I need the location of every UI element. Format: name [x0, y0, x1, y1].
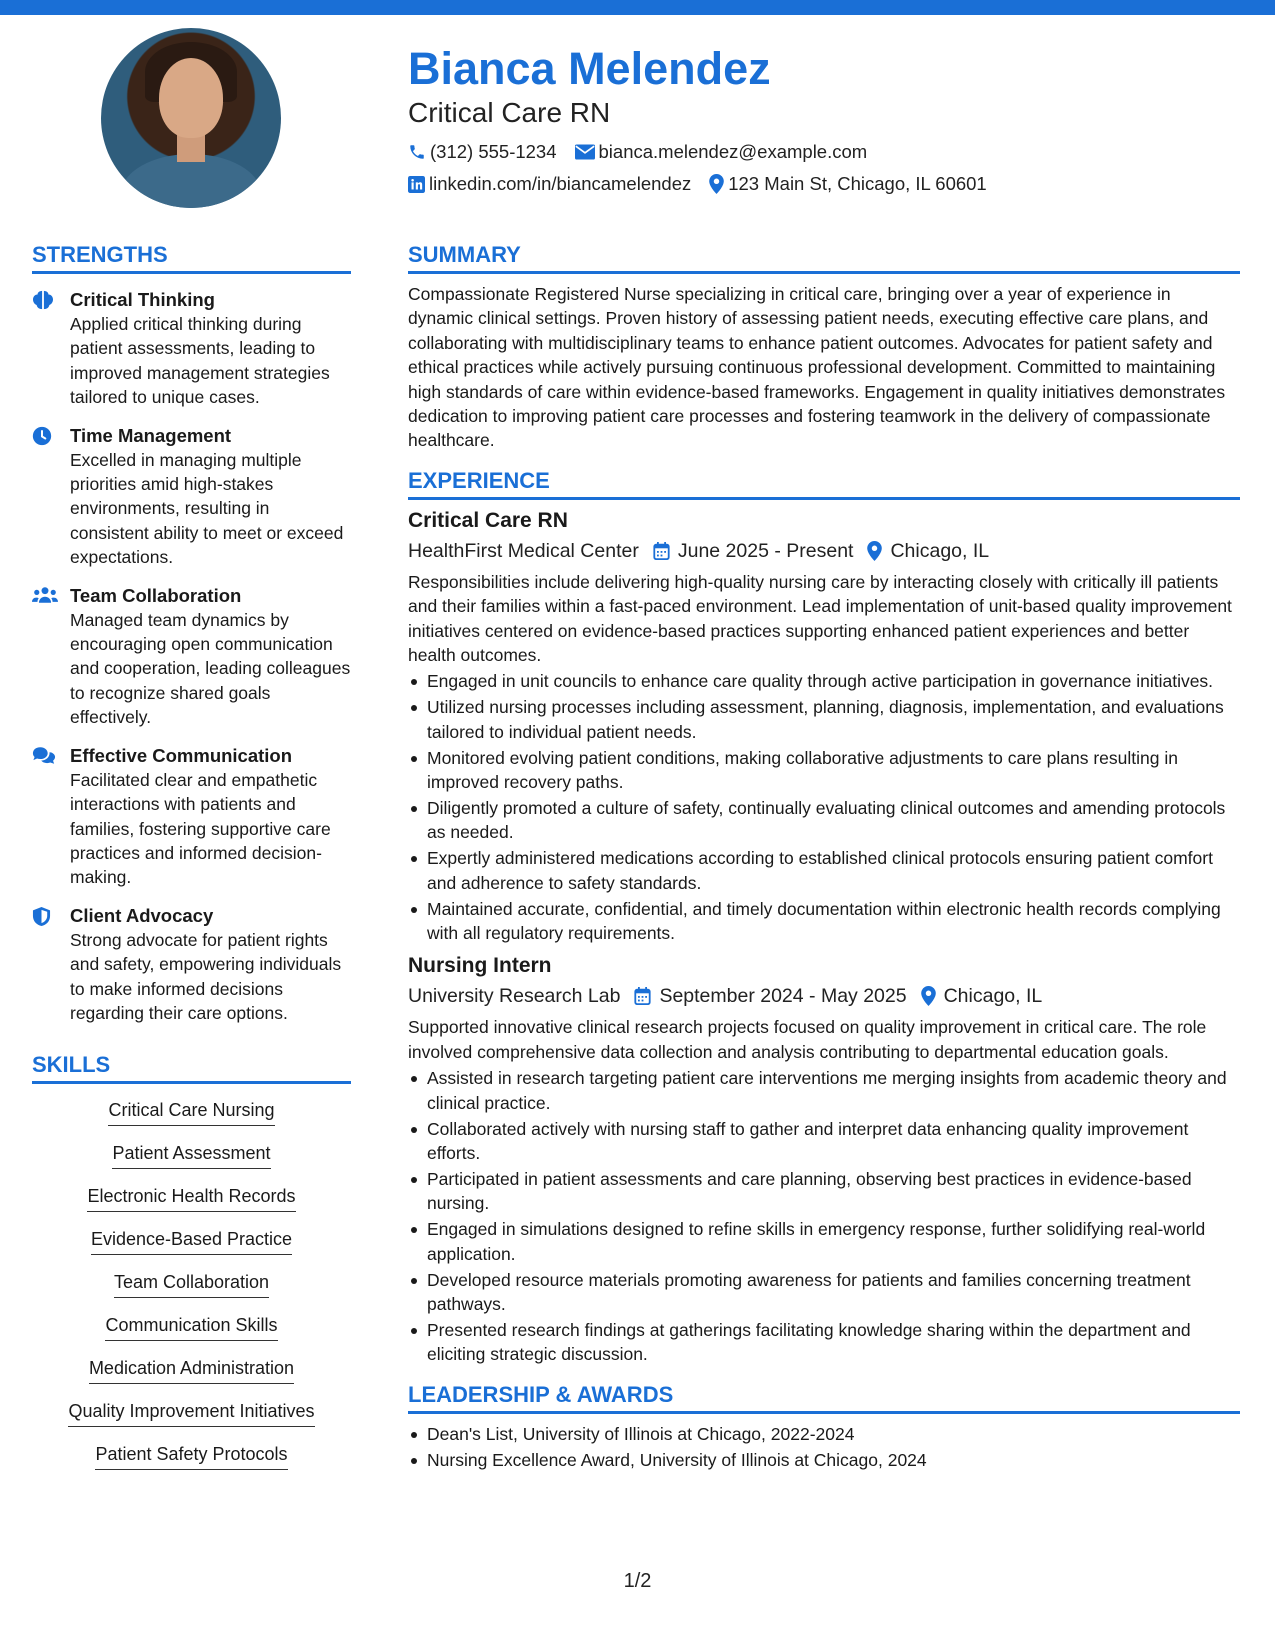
strength-title: Client Advocacy	[70, 904, 214, 926]
job-location-text: Chicago, IL	[943, 985, 1043, 1008]
email-contact[interactable]	[575, 141, 868, 163]
job-location	[921, 981, 1043, 1011]
shield-icon	[32, 906, 51, 927]
job-bullets	[408, 1066, 1240, 1366]
envelope-icon	[575, 144, 595, 160]
calendar-icon	[634, 987, 651, 1005]
job-bullet: Assisted in research targeting patient care interventions me merging insights from academic theory and clinical practice.	[408, 1066, 1240, 1115]
strength-desc: Applied critical thinking during patient assessments, leading to improved management strategies tailored to unique cases.	[70, 314, 330, 408]
contact-row-2	[408, 168, 1238, 200]
brain-icon	[32, 290, 54, 310]
resume-header	[408, 42, 1238, 200]
calendar-icon	[653, 542, 670, 560]
strength-title: Time Management	[70, 424, 232, 446]
phone-contact	[408, 141, 557, 163]
job-bullet: Utilized nursing processes including assessment, planning, diagnosis, implementation, and evaluations tailored to individual patient needs.	[408, 695, 1240, 744]
strength-item	[32, 744, 351, 890]
users-icon	[32, 586, 58, 604]
top-accent-bar	[0, 0, 1275, 15]
awards-heading: LEADERSHIP & AWARDS	[408, 1381, 1240, 1414]
strengths-heading: STRENGTHS	[32, 241, 351, 274]
job-bullet: Collaborated actively with nursing staff to gather and interpret data enhancing quality improvement efforts.	[408, 1117, 1240, 1166]
job-org: HealthFirst Medical Center	[408, 539, 639, 562]
job-bullet: Presented research findings at gatherings facilitating knowledge sharing within the department and eliciting strategic discussion.	[408, 1318, 1240, 1367]
job-description: Responsibilities include delivering high-quality nursing care by interacting closely with critically ill patients and their families within a fast-paced environment. Lead implementation of unit-based quality improvement initiatives centered on evidence-based practices supporting enhanced patient experiences and better health outcomes.	[408, 571, 1232, 666]
skill-item: Communication Skills	[105, 1313, 277, 1341]
job-meta	[408, 981, 1240, 1011]
strength-desc: Strong advocate for patient rights and safety, empowering individuals to make informed decisions regarding their care options.	[70, 929, 342, 1023]
job-dates	[634, 981, 906, 1011]
phone-icon	[408, 143, 426, 161]
strength-desc: Excelled in managing multiple priorities amid high-stakes environments, resulting in consistent ability to meet or exceed expectations.	[70, 449, 344, 568]
linkedin-text[interactable]: linkedin.com/in/biancamelendez	[429, 173, 692, 194]
strength-title: Team Collaboration	[70, 584, 242, 606]
strength-item	[32, 904, 351, 1026]
page-number: 1/2	[623, 1570, 652, 1592]
strength-item	[32, 584, 351, 730]
job-bullets	[408, 669, 1240, 945]
strength-item	[32, 424, 351, 570]
skill-item: Team Collaboration	[114, 1270, 269, 1298]
map-pin-icon	[709, 174, 724, 194]
experience-section	[408, 467, 1240, 1367]
strength-desc: Facilitated clear and empathetic interactions with patients and families, fostering supportive care practices and informed decision-making.	[70, 769, 331, 888]
awards-section	[408, 1381, 1240, 1472]
clock-icon	[32, 426, 52, 446]
map-pin-icon	[921, 986, 936, 1006]
job-title: Critical Care RN	[408, 508, 568, 532]
skill-list	[32, 1094, 351, 1470]
strength-desc: Managed team dynamics by encouraging open communication and cooperation, leading colleagues to recognize shared goals effectively.	[70, 609, 351, 728]
job-location-text: Chicago, IL	[890, 539, 990, 562]
job-bullet: Engaged in unit councils to enhance care quality through active participation in governance initiatives.	[408, 669, 1240, 693]
job-title: Nursing Intern	[408, 954, 552, 978]
job-bullet: Maintained accurate, confidential, and timely documentation within electronic health records complying with all regulatory requirements.	[408, 897, 1240, 946]
skill-item: Patient Safety Protocols	[95, 1442, 287, 1470]
job-bullet: Expertly administered medications according to established clinical protocols ensuring patient comfort and adherence to safety standards.	[408, 846, 1240, 895]
job-dates-text: September 2024 - May 2025	[659, 985, 907, 1008]
skills-heading: SKILLS	[32, 1051, 351, 1084]
job-entry	[408, 506, 1240, 946]
summary-section	[408, 241, 1240, 453]
candidate-role: Critical Care RN	[408, 97, 611, 128]
address-contact	[709, 173, 987, 195]
award-item: Dean's List, University of Illinois at Chicago, 2022-2024	[408, 1422, 1240, 1446]
linkedin-icon	[408, 176, 425, 193]
skill-item: Medication Administration	[89, 1356, 294, 1384]
candidate-name: Bianca Melendez	[408, 43, 771, 94]
awards-list	[408, 1422, 1240, 1472]
job-org: University Research Lab	[408, 985, 621, 1008]
job-bullet: Diligently promoted a culture of safety, continually evaluating clinical outcomes and amending protocols as needed.	[408, 796, 1240, 845]
job-bullet: Engaged in simulations designed to refine skills in emergency response, further solidifying real-world application.	[408, 1217, 1240, 1266]
phone-text: (312) 555-1234	[430, 141, 557, 162]
skill-item: Patient Assessment	[112, 1141, 270, 1169]
skill-item: Electronic Health Records	[87, 1184, 295, 1212]
strength-title: Critical Thinking	[70, 289, 215, 310]
job-dates	[653, 536, 854, 566]
profile-photo	[101, 28, 281, 208]
job-meta	[408, 536, 1240, 566]
skill-item: Quality Improvement Initiatives	[68, 1399, 314, 1427]
linkedin-contact[interactable]	[408, 173, 691, 195]
skills-section	[32, 1051, 351, 1470]
email-text[interactable]: bianca.melendez@example.com	[598, 141, 868, 162]
comments-icon	[32, 746, 56, 765]
summary-heading: SUMMARY	[408, 241, 1240, 274]
summary-text: Compassionate Registered Nurse specializing in critical care, bringing over a year of experience in dynamic clinical settings. Proven history of assessing patient needs, executing effective care plans, and collaborating with multidisciplinary teams to enhance patient outcomes. Advocates for patient safety and ethical practices while actively pursuing continuous professional development. Committed to maintaining high standards of care within evidence-based frameworks. Engagement in quality initiatives demonstrates dedication to improving patient care processes and fostering teamwork in the delivery of compassionate healthcare.	[408, 284, 1226, 451]
job-bullet: Participated in patient assessments and care planning, observing best practices in evidence-based nursing.	[408, 1167, 1240, 1216]
job-bullet: Developed resource materials promoting awareness for patients and families concerning treatment pathways.	[408, 1268, 1240, 1317]
address-text: 123 Main St, Chicago, IL 60601	[728, 173, 987, 194]
job-location	[867, 536, 989, 566]
job-entry	[408, 951, 1240, 1366]
contact-row-1	[408, 136, 1238, 168]
job-description: Supported innovative clinical research projects focused on quality improvement in critical care. The role involved comprehensive data collection and analysis contributing to departmental education goals.	[408, 1017, 1207, 1062]
strength-title: Effective Communication	[70, 744, 293, 766]
award-item: Nursing Excellence Award, University of Illinois at Chicago, 2024	[408, 1448, 1240, 1472]
skill-item: Critical Care Nursing	[108, 1098, 274, 1126]
job-dates-text: June 2025 - Present	[677, 539, 854, 562]
skill-item: Evidence-Based Practice	[91, 1227, 292, 1255]
map-pin-icon	[867, 541, 882, 561]
job-bullet: Monitored evolving patient conditions, making collaborative adjustments to care plans resulting in improved recovery paths.	[408, 746, 1240, 795]
left-column	[32, 241, 351, 1470]
right-column	[408, 241, 1240, 1473]
strength-item	[32, 288, 351, 410]
experience-heading: EXPERIENCE	[408, 467, 1240, 500]
